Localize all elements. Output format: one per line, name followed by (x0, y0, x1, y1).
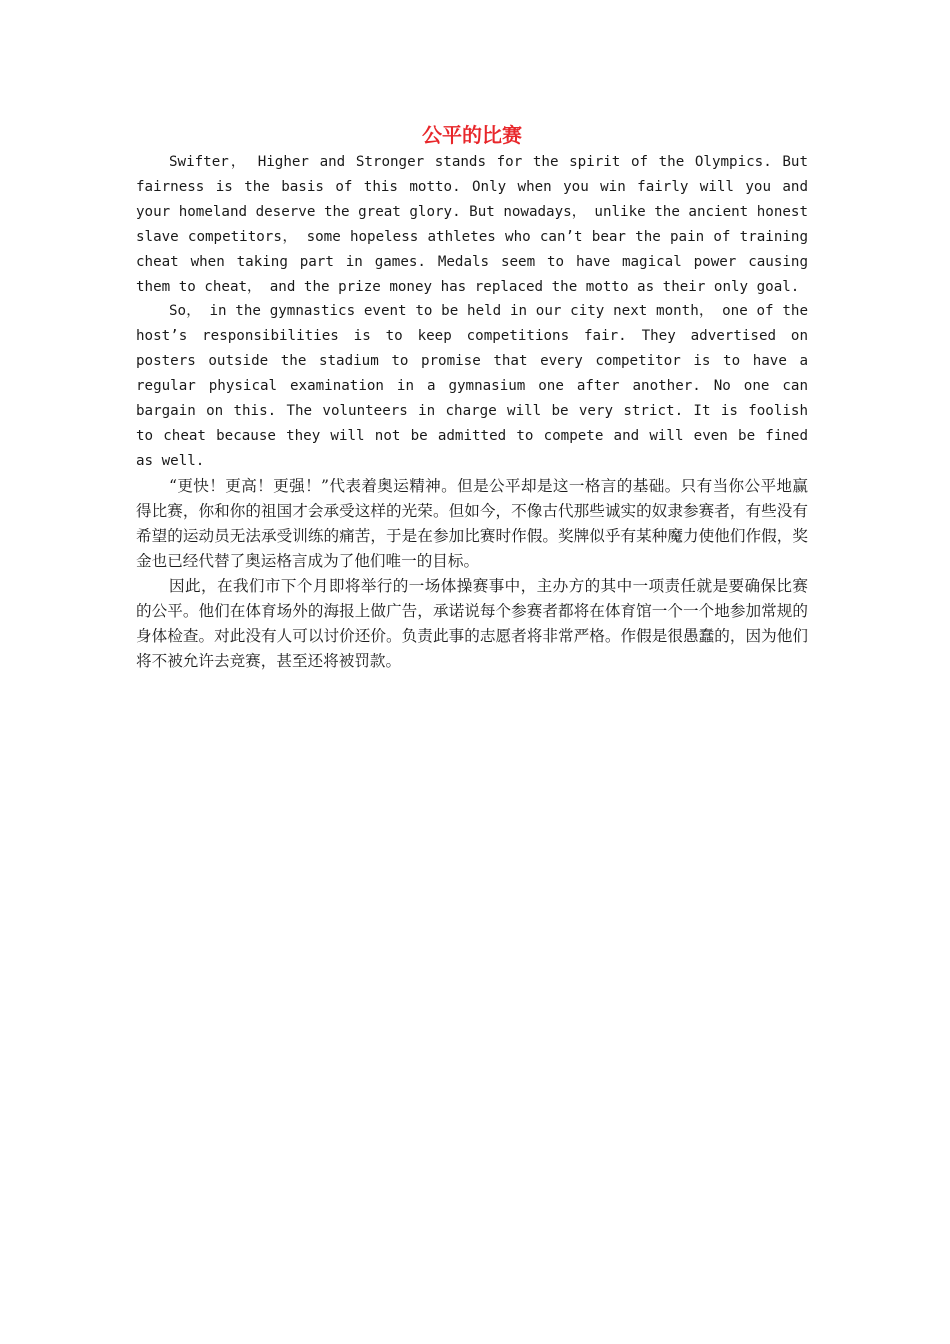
document-page (136, 120, 808, 674)
english-text (136, 150, 808, 474)
document-title: 公平的比赛 (422, 123, 522, 147)
english-paragraph-2: So， in the gymnastics event to be held in our city next month， one of the host’s responsibilities is to keep competitions fair. They advertised on posters outside the stadium to promise that every competitor is to have a regular physical examination in a gymnasium one after another. No one can bargain on this. The volunteers in charge will be very strict. It is foolish to cheat because they will not be admitted to compete and will even be fined as well. (136, 303, 808, 469)
english-paragraph-1: Swifter， Higher and Stronger stands for the spirit of the Olympics. But fairness is the basis of this motto. Only when you win fairly will you and your homeland deserve the great glory. But nowadays， unlike the ancient honest slave competitors， some hopeless athletes who can’t bear the pain of training cheat when taking part in games. Medals seem to have magical power causing them to cheat， and the prize money has replaced the motto as their only goal. (136, 154, 808, 295)
chinese-text (136, 474, 808, 674)
chinese-paragraph-1: “更快！更高！更强！”代表着奥运精神。但是公平却是这一格言的基础。只有当你公平地赢得比赛，你和你的祖国才会承受这样的光荣。但如今，不像古代那些诚实的奴隶参赛者，有些没有希望的运动员无法承受训练的痛苦，于是在参加比赛时作假。奖牌似乎有某种魔力使他们作假，奖金也已经代替了奥运格言成为了他们唯一的目标。 (136, 476, 808, 570)
chinese-paragraph-2: 因此，在我们市下个月即将举行的一场体操赛事中，主办方的其中一项责任就是要确保比赛的公平。他们在体育场外的海报上做广告，承诺说每个参赛者都将在体育馆一个一个地参加常规的身体检查。对此没有人可以讨价还价。负责此事的志愿者将非常严格。作假是很愚蠢的，因为他们将不被允许去竞赛，甚至还将被罚款。 (136, 576, 808, 670)
